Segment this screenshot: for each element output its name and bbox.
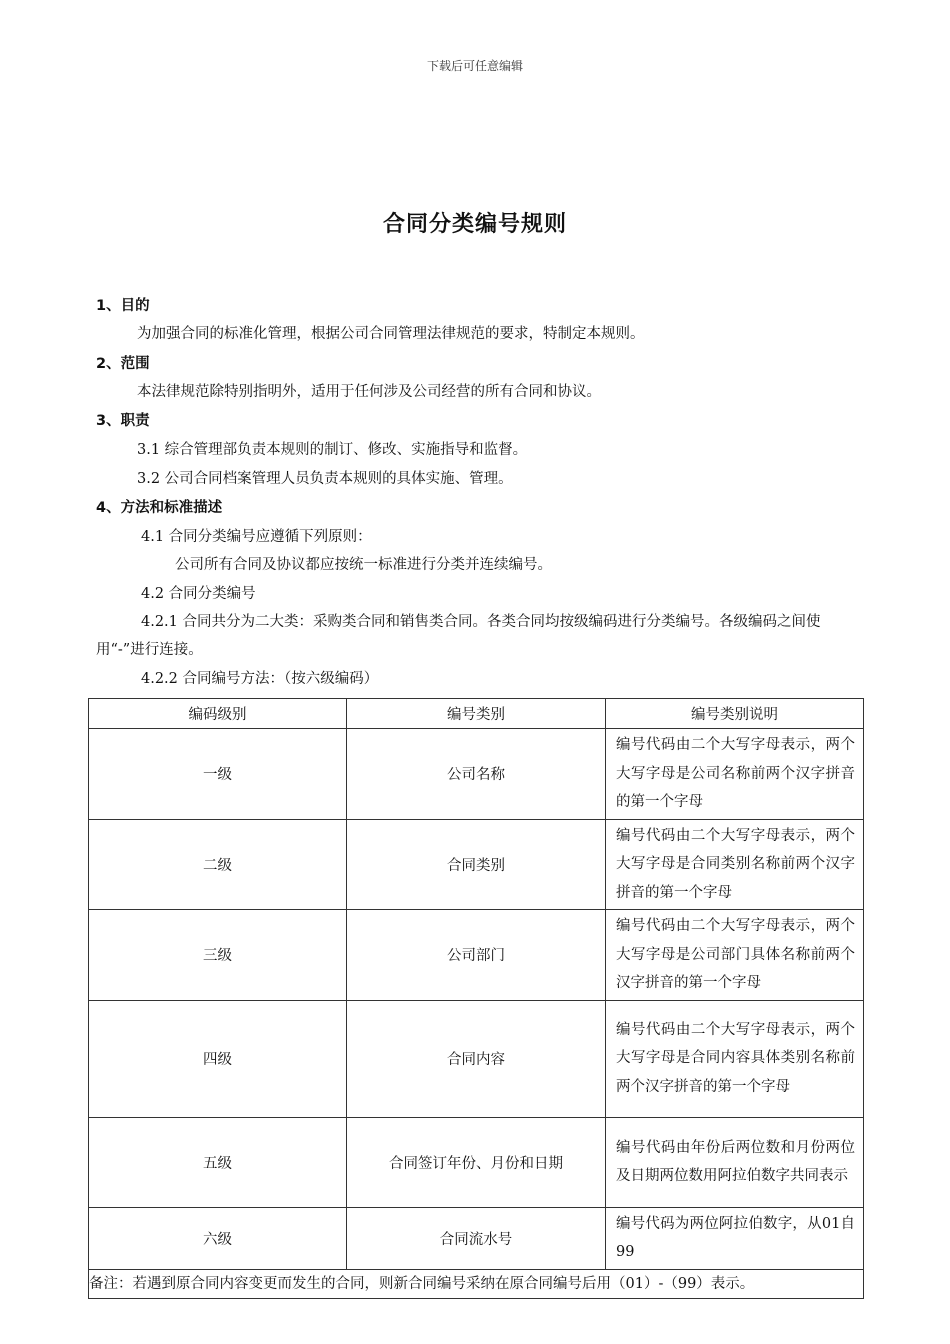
section-4-heading: 4、方法和标准描述: [96, 500, 223, 516]
category-cell: 公司部门: [347, 910, 606, 1001]
description-cell: 编号代码由年份后两位数和月份两位及日期两位数用阿拉伯数字共同表示: [606, 1117, 864, 1207]
section-4-2: 4.2 合同分类编号: [141, 586, 256, 602]
section-2-heading: 2、范围: [96, 356, 150, 372]
section-3-heading: 3、职责: [96, 413, 150, 429]
category-cell: 合同流水号: [347, 1207, 606, 1269]
description-cell: 编号代码由二个大写字母表示，两个大写字母是公司名称前两个汉字拼音的第一个字母: [606, 729, 864, 820]
section-1-text: 为加强合同的标准化管理，根据公司合同管理法律规范的要求，特制定本规则。: [137, 326, 645, 342]
section-3-2: 3.2 公司合同档案管理人员负责本规则的具体实施、管理。: [137, 471, 513, 487]
section-1-heading: 1、目的: [96, 298, 150, 314]
description-cell: 编号代码由二个大写字母表示，两个大写字母是公司部门具体名称前两个汉字拼音的第一个字母: [606, 910, 864, 1001]
coding-table: [88, 698, 864, 1299]
section-2-text: 本法律规范除特别指明外，适用于任何涉及公司经营的所有合同和协议。: [137, 384, 601, 400]
table-row: [89, 1117, 864, 1207]
category-cell: 合同类别: [347, 819, 606, 910]
document-title: 合同分类编号规则: [382, 212, 567, 237]
category-cell: 合同内容: [347, 1000, 606, 1117]
header-note: 下载后可任意编辑: [426, 59, 523, 73]
level-cell: 三级: [89, 910, 347, 1001]
description-cell: 编号代码由二个大写字母表示，两个大写字母是合同内容具体类别名称前两个汉字拼音的第一个字母: [606, 1000, 864, 1117]
table-row: [89, 1207, 864, 1269]
level-cell: 六级: [89, 1207, 347, 1269]
section-4-2-2: 4.2.2 合同编号方法：（按六级编码）: [141, 671, 379, 687]
level-cell: 四级: [89, 1000, 347, 1117]
table-header-cell: 编号类别: [347, 699, 606, 729]
table-row: [89, 819, 864, 910]
section-4-2-1: 4.2.1 合同共分为二大类：采购类合同和销售类合同。各类合同均按级编码进行分类编号。各级编码之间使用“-”进行连接。: [96, 614, 821, 658]
table-header-cell: 编号类别说明: [606, 699, 864, 729]
table-header-cell: 编码级别: [89, 699, 347, 729]
section-4-1-text: 公司所有合同及协议都应按统一标准进行分类并连续编号。: [175, 557, 552, 573]
description-cell: 编号代码由二个大写字母表示，两个大写字母是合同类别名称前两个汉字拼音的第一个字母: [606, 819, 864, 910]
table-row: [89, 910, 864, 1001]
category-cell: 公司名称: [347, 729, 606, 820]
description-cell: 编号代码为两位阿拉伯数字，从01自99: [606, 1207, 864, 1269]
table-note-row: [89, 1269, 864, 1298]
section-3-1: 3.1 综合管理部负责本规则的制订、修改、实施指导和监督。: [137, 442, 528, 458]
section-4-1: 4.1 合同分类编号应遵循下列原则：: [141, 529, 372, 545]
level-cell: 五级: [89, 1117, 347, 1207]
level-cell: 二级: [89, 819, 347, 910]
table-header-row: [89, 699, 864, 729]
category-cell: 合同签订年份、月份和日期: [347, 1117, 606, 1207]
level-cell: 一级: [89, 729, 347, 820]
table-row: [89, 729, 864, 820]
table-note: 备注：若遇到原合同内容变更而发生的合同，则新合同编号采纳在原合同编号后用（01）-（99）表示。: [89, 1269, 864, 1298]
table-row: [89, 1000, 864, 1117]
